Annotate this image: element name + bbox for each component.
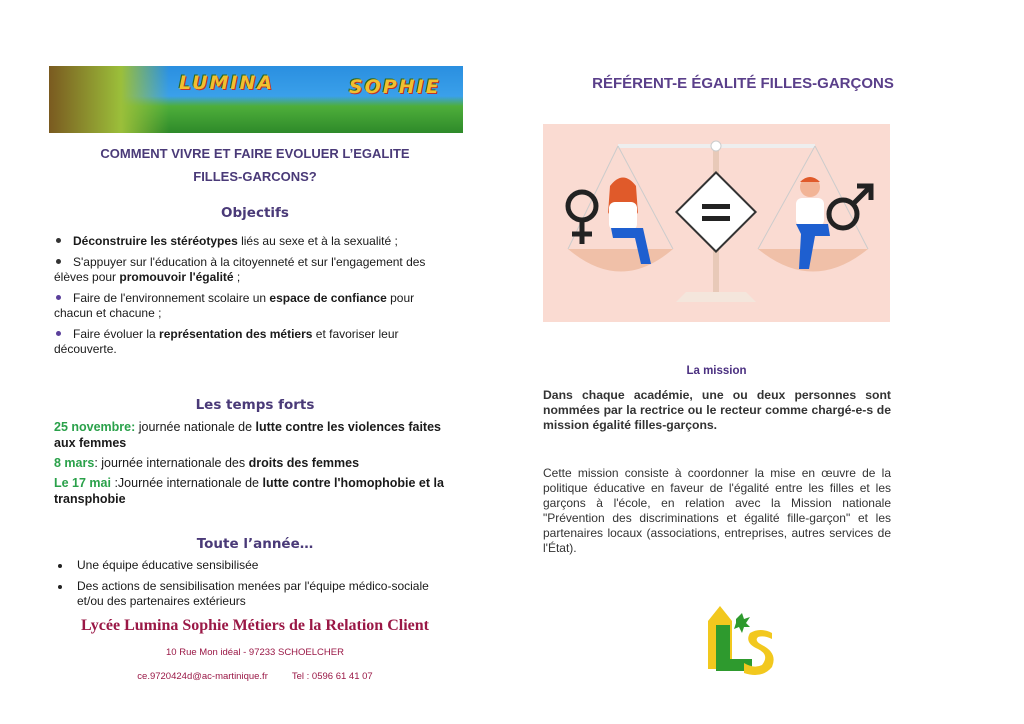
toute-annee-list — [54, 558, 454, 615]
banner-lettering: LUMINA — [179, 72, 275, 94]
mission-heading: La mission — [686, 365, 747, 377]
date-item: 25 novembre: journée nationale de lutte contre les violences faites aux femmes — [54, 420, 442, 450]
email-link[interactable]: ce.9720424d@ac-martinique.fr — [137, 671, 268, 682]
objectifs-heading: Objectifs — [221, 205, 289, 221]
school-logo — [700, 603, 780, 678]
banner-lettering-2: SOPHIE — [349, 76, 441, 98]
list-item: Déconstruire les stéréotypes liés au sexe et à la sexualité ; — [54, 234, 454, 249]
school-banner-image — [49, 66, 463, 133]
list-item: S'appuyer sur l'éducation à la citoyenneté et sur l'engagement des élèves pour promouvoir l'égalité ; — [54, 255, 426, 284]
temps-forts-heading: Les temps forts — [195, 397, 315, 413]
list-item: Faire évoluer la représentation des métiers et favoriser leur découverte. — [54, 327, 399, 356]
date-item: Le 17 mai :Journée internationale de lutte contre l'homophobie et la transphobie — [54, 476, 444, 506]
temps-forts-list — [54, 419, 454, 511]
contact-line — [50, 671, 460, 682]
objectifs-list — [54, 234, 454, 363]
phone: Tel : 0596 61 41 07 — [291, 671, 373, 682]
school-address: 10 Rue Mon idéal - 97233 SCHOELCHER — [166, 647, 344, 658]
referent-title: RÉFÉRENT-E ÉGALITÉ FILLES-GARÇONS — [592, 75, 894, 92]
main-title: COMMENT VIVRE ET FAIRE EVOLUER L’EGALITE FILLES-GARCONS? — [100, 146, 410, 184]
toute-annee-heading: Toute l’année… — [196, 536, 314, 552]
list-item: Des actions de sensibilisation menées par l'équipe médico-sociale et/ou des partenaires extérieurs — [54, 579, 454, 609]
list-item: Faire de l'environnement scolaire un espace de confiance pour chacun et chacune ; — [54, 291, 415, 320]
equality-scale-illustration — [543, 124, 890, 322]
date-item: 8 mars: journée internationale des droits des femmes — [54, 456, 360, 470]
mission-paragraph-2: Cette mission consiste à coordonner la mise en œuvre de la politique éducative en faveur de l'égalité entre les filles et les garçons à l'école, en relation avec la Mission nationale "Prévention des discriminations et égalité fille-garçon" et les partenaires locaux (associations, entreprises, autres services de l'État). — [543, 466, 891, 555]
mission-paragraph-1: Dans chaque académie, une ou deux personnes sont nommées par la rectrice ou le recteur comme chargé-e-s de mission égalité filles-garçons. — [543, 388, 891, 432]
school-name: Lycée Lumina Sophie Métiers de la Relation Client — [81, 617, 429, 634]
list-item: Une équipe éducative sensibilisée — [54, 558, 454, 573]
